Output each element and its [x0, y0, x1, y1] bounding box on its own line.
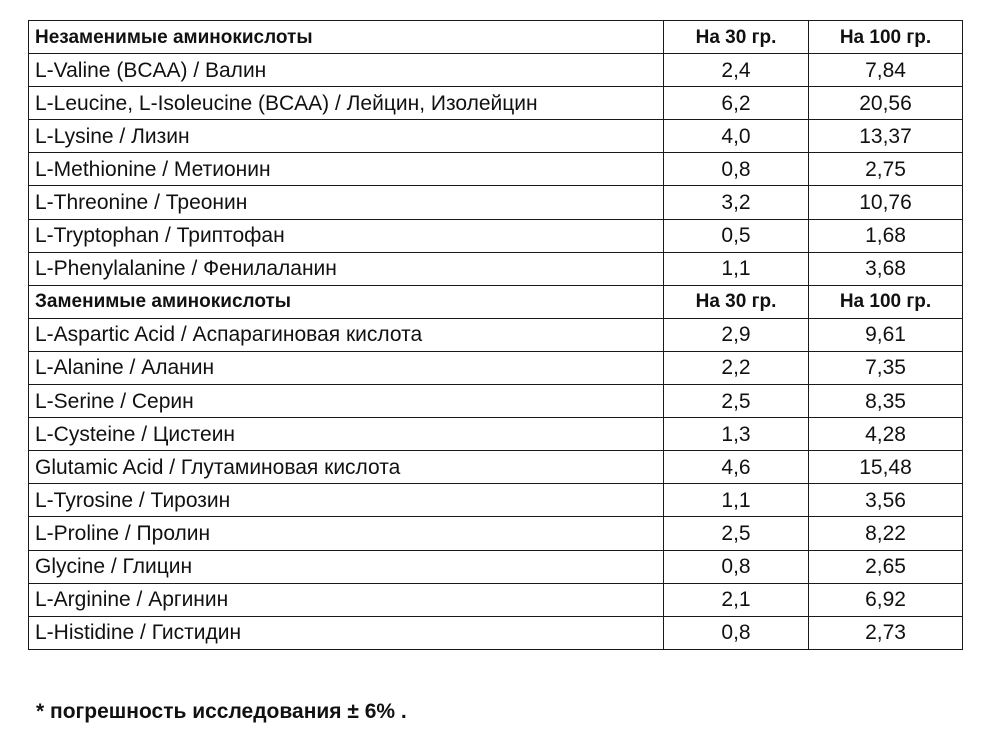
- value-per-30g: 0,8: [664, 153, 809, 186]
- table-row: [29, 186, 963, 219]
- amino-acid-name: L-Lysine / Лизин: [29, 120, 664, 153]
- amino-acid-name: L-Threonine / Треонин: [29, 186, 664, 219]
- value-per-100g: 13,37: [809, 120, 963, 153]
- table-row: [29, 385, 963, 418]
- amino-acid-name: L-Valine (BCAA) / Валин: [29, 54, 664, 87]
- table-row: [29, 318, 963, 351]
- value-per-30g: 4,0: [664, 120, 809, 153]
- table-row: [29, 451, 963, 484]
- value-per-30g: 0,5: [664, 219, 809, 252]
- table-row: [29, 54, 963, 87]
- value-per-30g: 1,1: [664, 484, 809, 517]
- amino-acid-name: L-Alanine / Аланин: [29, 351, 664, 384]
- value-per-100g: 20,56: [809, 87, 963, 120]
- value-per-30g: 2,9: [664, 318, 809, 351]
- amino-acid-name: L-Proline / Пролин: [29, 517, 664, 550]
- value-per-30g: 2,5: [664, 385, 809, 418]
- value-per-30g: 3,2: [664, 186, 809, 219]
- value-per-100g: 3,56: [809, 484, 963, 517]
- value-per-30g: 2,1: [664, 583, 809, 616]
- value-per-100g: 15,48: [809, 451, 963, 484]
- amino-acid-name: Glutamic Acid / Глутаминовая кислота: [29, 451, 664, 484]
- value-per-100g: 3,68: [809, 252, 963, 285]
- table-row: [29, 252, 963, 285]
- value-per-30g: 2,2: [664, 351, 809, 384]
- value-per-30g: 0,8: [664, 550, 809, 583]
- value-per-100g: 1,68: [809, 219, 963, 252]
- value-per-30g: 2,4: [664, 54, 809, 87]
- value-per-30g: 0,8: [664, 616, 809, 649]
- value-per-100g: 2,73: [809, 616, 963, 649]
- value-per-30g: 1,3: [664, 418, 809, 451]
- amino-acid-name: L-Leucine, L-Isoleucine (BCAA) / Лейцин, Изолейцин: [29, 87, 664, 120]
- amino-acid-name: L-Aspartic Acid / Аспарагиновая кислота: [29, 318, 664, 351]
- table-row: [29, 583, 963, 616]
- amino-acid-name: L-Cysteine / Цистеин: [29, 418, 664, 451]
- amino-acid-name: L-Methionine / Метионин: [29, 153, 664, 186]
- amino-acid-name: L-Serine / Серин: [29, 385, 664, 418]
- amino-acid-name: Glycine / Глицин: [29, 550, 664, 583]
- table-row: [29, 87, 963, 120]
- section-title: Заменимые аминокислоты: [29, 285, 664, 318]
- table-row: [29, 153, 963, 186]
- value-per-100g: 2,65: [809, 550, 963, 583]
- column-header-per-100g: На 100 гр.: [809, 285, 963, 318]
- value-per-30g: 6,2: [664, 87, 809, 120]
- amino-acid-table: [28, 20, 963, 650]
- table-row: [29, 616, 963, 649]
- value-per-100g: 7,35: [809, 351, 963, 384]
- amino-acid-name: L-Phenylalanine / Фенилаланин: [29, 252, 664, 285]
- value-per-100g: 6,92: [809, 583, 963, 616]
- value-per-100g: 4,28: [809, 418, 963, 451]
- table-row: [29, 418, 963, 451]
- table-row: [29, 120, 963, 153]
- value-per-100g: 10,76: [809, 186, 963, 219]
- column-header-per-100g: На 100 гр.: [809, 21, 963, 54]
- value-per-30g: 2,5: [664, 517, 809, 550]
- essential-section-header: [29, 21, 963, 54]
- amino-acid-name: L-Tryptophan / Триптофан: [29, 219, 664, 252]
- table-row: [29, 484, 963, 517]
- amino-acid-name: L-Arginine / Аргинин: [29, 583, 664, 616]
- table-row: [29, 517, 963, 550]
- nonessential-section-header: [29, 285, 963, 318]
- value-per-100g: 9,61: [809, 318, 963, 351]
- table-row: [29, 550, 963, 583]
- amino-acid-name: L-Tyrosine / Тирозин: [29, 484, 664, 517]
- column-header-per-30g: На 30 гр.: [664, 285, 809, 318]
- column-header-per-30g: На 30 гр.: [664, 21, 809, 54]
- value-per-30g: 1,1: [664, 252, 809, 285]
- value-per-100g: 8,35: [809, 385, 963, 418]
- footnote: * погрешность исследования ± 6% .: [36, 700, 407, 723]
- value-per-100g: 7,84: [809, 54, 963, 87]
- table-row: [29, 351, 963, 384]
- amino-acid-name: L-Histidine / Гистидин: [29, 616, 664, 649]
- section-title: Незаменимые аминокислоты: [29, 21, 664, 54]
- value-per-100g: 8,22: [809, 517, 963, 550]
- table-row: [29, 219, 963, 252]
- value-per-30g: 4,6: [664, 451, 809, 484]
- value-per-100g: 2,75: [809, 153, 963, 186]
